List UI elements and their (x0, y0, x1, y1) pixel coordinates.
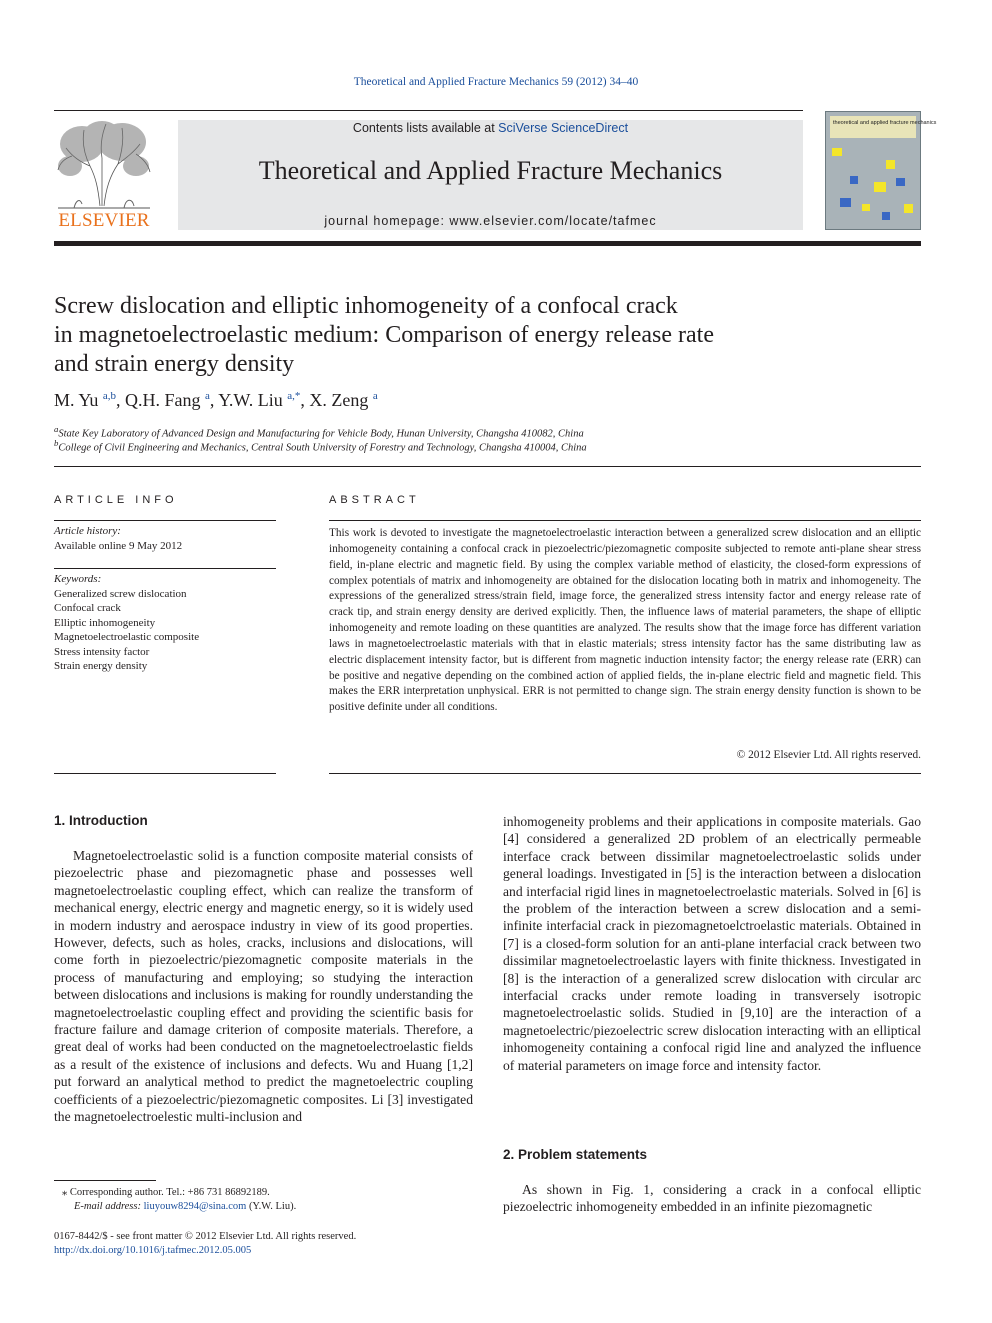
title-line: and strain energy density (54, 351, 295, 377)
author-name: M. Yu (54, 390, 99, 410)
article-info-heading: ARTICLE INFO (54, 494, 178, 506)
author-name: Y.W. Liu (218, 390, 283, 410)
keyword: Stress intensity factor (54, 645, 150, 658)
affiliation-mark: b (54, 438, 59, 448)
problem-paragraph: As shown in Fig. 1, considering a crack in a confocal elliptic piezoelectric inhomogeneity embedded in an infinite piezomagnetic (503, 1182, 921, 1215)
title-line: Screw dislocation and elliptic inhomogeneity of a confocal crack (54, 293, 678, 319)
article-history-label: Article history: (54, 525, 121, 537)
introduction-paragraph-continued: inhomogeneity problems and their applications in composite materials. Gao [4] considered a generalized 2D problem of an electrically permeable interface crack between dissimilar magnetoelectroelastic solids under general loadings. Investigated in [5] is the interaction between a dislocation and interfacial rigid lines in magnetoelectroelastic materials. Solved in [6] is the problem of the interaction between a screw dislocation and a semi-infinite interfacial crack in piezomagnetoelctroelastic materials. Obtained in [7] is a closed-form solution for an anti-plane interfacial crack between two dissimilar magnetoelectroelastic layers with finite thickness. Investigated in [8] is the interaction of a generalized screw dislocation with circular arc interfacial cracks under remote loading in transversely isotropic magnetoelectroelastic solids. Studied in [9,10] are the interaction of a magnetoelectric/piezoelectric screw dislocation interacting with an elliptical inhomogeneity containing a confocal rigid line and analyzed the influence of material parameters on image force and intensity factor. (503, 814, 921, 1073)
divider (54, 466, 921, 467)
author-name: Q.H. Fang (124, 390, 201, 410)
author-affil-mark[interactable]: a,b (102, 390, 116, 402)
email-link[interactable]: liuyouw8294@sina.com (143, 1201, 247, 1212)
abstract-heading: ABSTRACT (329, 494, 420, 506)
abstract-text: This work is devoted to investigate the magnetoelectroelastic interaction between a generalized screw dislocation and an elliptic inhomogeneity containing a confocal crack in piezoelectric/piezomagnetic composite subjected to remote anti-plane shear stress field, in-plane electric and magnetic field. By using the complex variable method of elasticity, the closed-form expressions of complex potentials of matrix and inhomogeneity are obtained for the dislocation locating both in matrix and inhomogeneity. The expressions of the generalized stress/strain field, image force, the generalized stress intensity factor and energy release rate of crack tip, and strain energy density are derived explicitly. Then, the influence laws of material parameters, the shape of elliptic inhomogeneity and remote loading on these quantities are analyzed. The results show that the image force has different variation laws in magnetoelectroelastic materials with that in elastic materials; stress intensity factor has the same distributing law as electric displacement intensity factor, but is different from magnetic induction intensity factor; the energy release rate (ERR) can be positive and negative depending on the combined action of applied fields, the in-plane electric field and magnetic field. This makes the ERR interpretation unphysical. ERR is not permitted to change sign. The strain energy density function is shown to be positive definite under all conditions. (329, 527, 921, 714)
divider (54, 520, 276, 521)
sciencedirect-link[interactable]: SciVerse ScienceDirect (498, 121, 629, 135)
footnote-rule (54, 1180, 156, 1181)
corresponding-author-note: ⁎ Corresponding author. Tel.: +86 731 86892189. (62, 1187, 270, 1198)
cover-art (826, 112, 937, 229)
elsevier-wordmark: ELSEVIER (58, 210, 150, 231)
contents-line (178, 121, 803, 135)
author-affil-mark[interactable]: a (372, 390, 378, 402)
header-thick-rule (54, 241, 921, 246)
author-affil-mark[interactable]: a (204, 390, 210, 402)
divider (329, 520, 921, 521)
author-list: M. Yu $^{a,b}$, Q.H. Fang $^a$, Y.W. Liu $^{a,*}$, X. Zeng $^a$ (54, 390, 378, 410)
email-note (74, 1201, 296, 1212)
affiliation-text: State Key Laboratory of Advanced Design and Manufacturing for Vehicle Body, Hunan University, Changsha 410082, China (58, 428, 584, 440)
article-title (54, 292, 814, 379)
section-heading-introduction: 1. Introduction (54, 813, 148, 828)
section-heading-problem-statements: 2. Problem statements (503, 1147, 648, 1162)
keyword: Strain energy density (54, 660, 148, 673)
keyword: Magnetoelectroelastic composite (54, 631, 200, 644)
journal-homepage[interactable]: journal homepage: www.elsevier.com/locate/tafmec (324, 214, 657, 228)
top-rule (54, 110, 803, 111)
email-label: E-mail address: (74, 1201, 141, 1212)
journal-cover-image (825, 111, 937, 230)
divider (54, 568, 276, 569)
keyword: Elliptic inhomogeneity (54, 616, 156, 629)
journal-title: Theoretical and Applied Fracture Mechanics (258, 156, 723, 185)
affiliation-text: College of Civil Engineering and Mechanics, Central South University of Forestry and Technology, Changsha 410004, China (58, 442, 587, 454)
keywords-label: Keywords: (54, 573, 102, 585)
journal-reference[interactable]: Theoretical and Applied Fracture Mechanics 59 (2012) 34–40 (353, 76, 639, 88)
author-name: X. Zeng (309, 390, 369, 410)
author-affil-mark[interactable]: a,* (287, 390, 301, 402)
keyword: Generalized screw dislocation (54, 588, 187, 600)
contents-prefix: Contents lists available at (352, 121, 499, 135)
affiliation-mark: a (54, 424, 59, 434)
issn-line: 0167-8442/$ - see front matter © 2012 Elsevier Ltd. All rights reserved. (54, 1231, 357, 1242)
divider (54, 773, 276, 774)
title-line: in magnetoelectroelastic medium: Comparison of energy release rate (54, 322, 714, 348)
copyright-notice: © 2012 Elsevier Ltd. All rights reserved. (736, 749, 921, 761)
introduction-paragraph: Magnetoelectroelastic solid is a function composite material consists of piezoelectric phase and piezomagnetic phase and possesses well magnetoelectroelastic coupling effect, which can realize the transform of mechanical energy, electric energy and magnetic energy, so it is widely used in modern industry and aerospace industry in view of its good properties. However, defects, such as holes, cracks, inclusions and dislocations, will come forth in piezoelectric/piezomagnetic composite materials in the process of manufacturing and employing; so studying the interaction between dislocations and inclusions is making for roundly understanding the magnetoelectroelastic coupling effect and providing the scientific basis for fracture failure and damage criterion of composite materials. Therefore, a great deal of works had been conducted on the magnetoelectroelastic fields as a result of the existence of inclusions and defects. Wu and Huang [1,2] put forward an analytical method to predict the magnetoelectric coupling coefficients of a piezoelectric/piezomagnetic composites. Li [3] investigated the magnetoelectroelestic multi-inclusion and (54, 848, 473, 1125)
article-history-value: Available online 9 May 2012 (54, 540, 183, 552)
keywords-list (54, 587, 199, 673)
divider (329, 773, 921, 774)
email-suffix: (Y.W. Liu). (248, 1201, 297, 1212)
cover-title: theoretical and applied fracture mechanics (833, 120, 937, 126)
doi-link[interactable]: http://dx.doi.org/10.1016/j.tafmec.2012.05.005 (54, 1245, 252, 1256)
keyword: Confocal crack (54, 602, 121, 615)
affiliation (54, 438, 587, 454)
